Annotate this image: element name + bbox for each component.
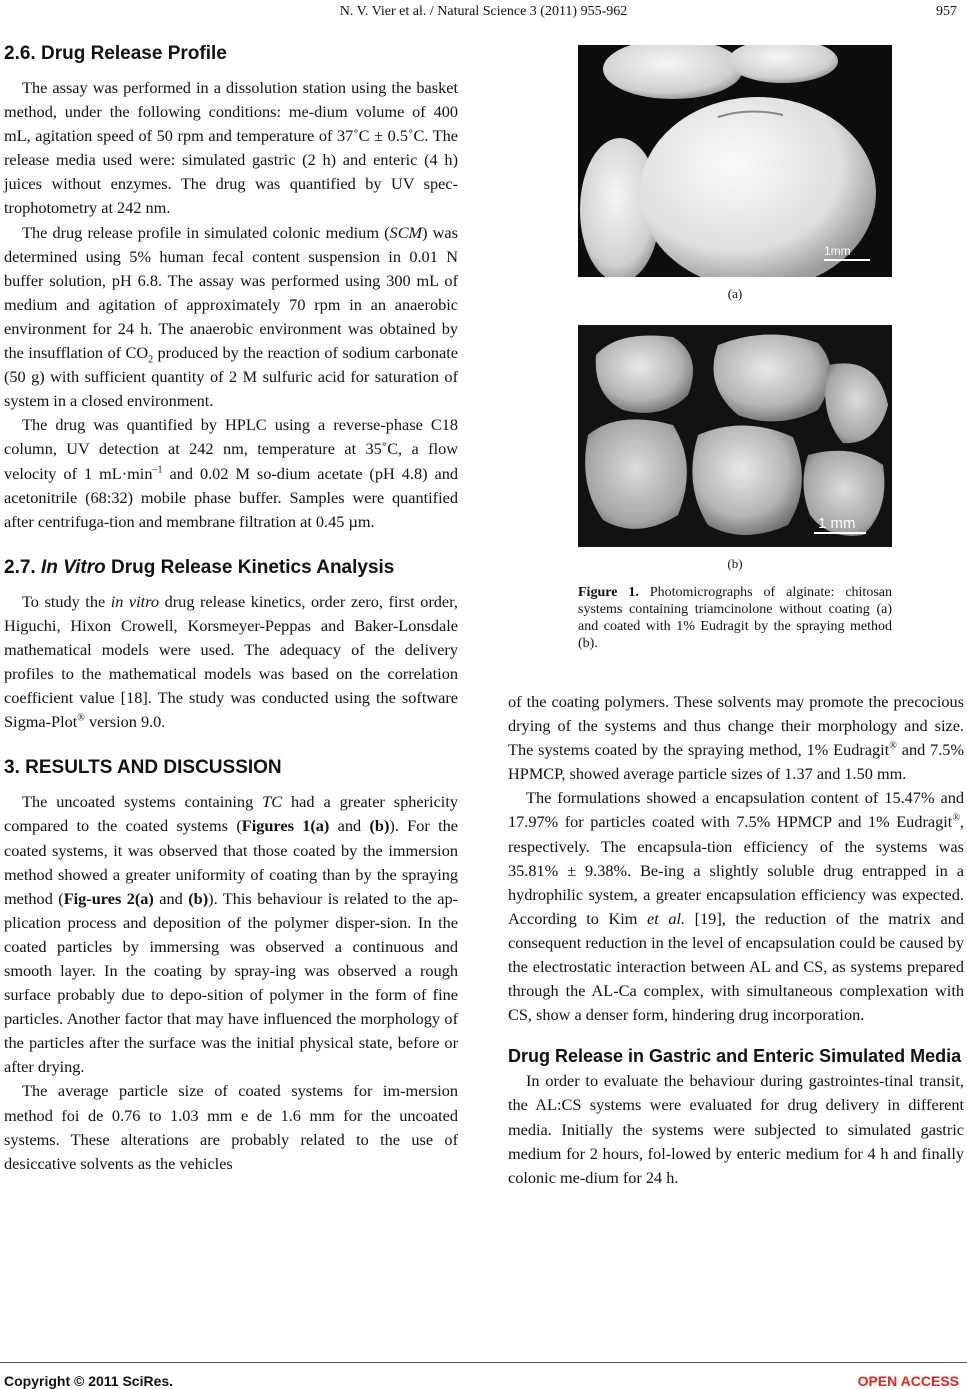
paragraph xyxy=(4,590,458,735)
photomicrograph-coated xyxy=(578,325,892,547)
text-run: The uncoated systems containing xyxy=(22,792,263,812)
text-run: produced by the reaction of sodium carbonate (50 g) with sufficient quantity of 2 M sulfuric acid for saturation of system in a closed environment. xyxy=(4,343,458,411)
page-footer xyxy=(0,1362,967,1387)
section-heading-2-7 xyxy=(4,556,458,580)
figure-reference: (b) xyxy=(188,888,209,908)
left-column xyxy=(4,38,458,1176)
subsection-heading-gastric-enteric: Drug Release in Gastric and Enteric Simulated Media xyxy=(508,1046,962,1067)
figure-reference: Fig-ures 2(a) xyxy=(63,888,154,908)
copyright: Copyright © 2011 SciRes. xyxy=(4,1373,174,1389)
photomicrograph-uncoated xyxy=(578,45,892,277)
superscript: ® xyxy=(952,813,960,825)
text-run: and 0.02 M so-dium acetate (pH 4.8) and acetonitrile (68:32) mobile phase buffer. Samples were quantified after centrifuga-tion and membrane filtration at 0.45 µm. xyxy=(4,463,459,531)
text-run: ). This behaviour is related to the ap-plication process and deposition of the polymer disper-sion. In the coated particles by immersing was observed a continuous and smooth layer. In the coating by spray-ing was observed a rough surface probably due to depo-sition of polymer in the form of fine particles. Another factor that may have influenced the morphology of the particles after the surface was the initial physical state, before or after drying. xyxy=(4,888,459,1077)
superscript: ® xyxy=(77,712,85,724)
caption-label: Figure 1. xyxy=(578,585,639,600)
text-run: and 7.5% HPMCP, showed average particle sizes of 1.37 and 1.50 mm. xyxy=(508,740,965,784)
paragraph: In order to evaluate the behaviour during gastrointes-tinal transit, the AL:CS systems were evaluated for drug delivery in different media. Initially the systems were subjected to simulated gastric medium for 2 hours, fol-lowed by enteric medium for 4 h and finally colonic me-dium for 24 h. xyxy=(508,1071,964,1187)
text-run: The drug release profile in simulated colonic medium ( xyxy=(22,222,390,242)
right-column xyxy=(508,690,964,1190)
figure-1b xyxy=(578,325,892,575)
figure-1a xyxy=(578,45,892,305)
text-run-italic: in vitro xyxy=(110,591,160,611)
text-run: ). For the coated systems, it was observed that those coated by the immersion method showed a greater uniformity of coating than by the spraying method ( xyxy=(4,816,458,908)
text-run: had a greater sphericity compared to the coated systems ( xyxy=(4,792,458,836)
text-run: version 9.0. xyxy=(84,712,166,732)
paragraph xyxy=(508,690,964,786)
text-run: To study the xyxy=(22,591,111,611)
figure-reference: (b) xyxy=(369,816,390,836)
text-run-italic: et al. xyxy=(647,908,686,928)
figure-label-a: (a) xyxy=(727,286,743,301)
scale-bar-label: 1 mm xyxy=(818,515,856,532)
subscript: 2 xyxy=(148,354,154,366)
text-run: drug release kinetics, order zero, first order, Higuchi, Hixon Crowell, Korsmeyer-Peppas and Baker-Lonsdale mathematical models were used. The adequacy of the delivery profiles to the mathematical models was based on the correlation coefficient value [18]. The study was conducted using the software Sigma-Plot xyxy=(4,591,458,732)
text-run-italic: SCM xyxy=(389,222,423,242)
running-header xyxy=(0,0,967,24)
text-run: and xyxy=(329,816,370,836)
figure-reference: Figures 1(a) xyxy=(241,816,330,836)
paragraph xyxy=(508,786,964,1027)
caption-text: Photomicrographs of alginate: chitosan systems containing triamcinolone without coating (a) and coated with 1% Eudragit by the spraying method (b). xyxy=(578,585,892,651)
open-access-label: OPEN ACCESS xyxy=(857,1373,959,1389)
paragraph xyxy=(4,790,458,1079)
paragraph xyxy=(4,221,458,414)
superscript: –1 xyxy=(152,464,163,476)
text-run: Drug Release Kinetics Analysis xyxy=(105,556,395,578)
section-heading-2-6: 2.6. Drug Release Profile xyxy=(4,43,227,64)
figure-label-b: (b) xyxy=(727,556,743,571)
paragraph: The average particle size of coated systems for im-mersion method foi de 0.76 to 1.03 mm e de 1.6 mm for the uncoated systems. These alterations are probably related to the use of desiccative solvents as the vehicles xyxy=(4,1081,458,1173)
text-run: , respectively. The encapsula-tion efficiency of the systems was 35.81% ± 9.38%. Be-ing a slightly soluble drug entrapped in a hydrophilic system, a greater encapsulation efficiency was expected. According to Kim xyxy=(508,812,964,928)
photomicrograph-b-image xyxy=(578,325,892,547)
text-run: ) was determined using 5% human fecal content suspension in 0.01 N buffer solution, pH 6.8. The assay was performed using 300 mL of medium and agitation of approximately 70 rpm in an anaerobic environment for 24 h. The anaerobic environment was obtained by the insufflation of CO xyxy=(4,222,458,363)
paragraph: The assay was performed in a dissolution station using the basket method, under the following conditions: me-dium volume of 400 mL, agitation speed of 50 rpm and temperature of 37˚C ± 0.5˚C. The release media used were: simulated gastric (2 h) and enteric (4 h) juices without enzymes. The drug was quantified by UV spec-trophotometry at 242 nm. xyxy=(4,78,458,218)
text-run: and xyxy=(153,888,189,908)
photomicrograph-a-image xyxy=(578,45,892,277)
figure-caption xyxy=(578,584,892,652)
running-head: N. V. Vier et al. / Natural Science 3 (2011) 955-962 xyxy=(339,4,628,19)
text-run: [19], the reduction of the matrix and consequent reduction in the level of encapsulation could be caused by the electrostatic interaction between AL and CS, as systems prepared through the AL-Ca complex, with simultaneous complexation with CS, show a denser form, hindering drug incorporation. xyxy=(508,908,964,1025)
page-number: 957 xyxy=(936,4,957,19)
text-run-italic: TC xyxy=(262,792,283,812)
section-heading-3: 3. RESULTS AND DISCUSSION xyxy=(4,757,282,779)
text-run: 2.7. xyxy=(4,556,41,578)
paragraph xyxy=(4,413,458,533)
superscript: ® xyxy=(889,740,897,752)
text-run: The drug was quantified by HPLC using a reverse-phase C18 column, UV detection at 242 nm, temperature at 35˚C, a flow velocity of 1 mL·min xyxy=(4,415,458,483)
text-run: The formulations showed a encapsulation content of 15.47% and 17.97% for particles coated with 7.5% HPMCP and 1% Eudragit xyxy=(508,788,964,832)
text-run: of the coating polymers. These solvents may promote the precocious drying of the systems and thus change their morphology and size. The systems coated by the spraying method, 1% Eudragit xyxy=(508,692,964,760)
scale-bar-label: 1mm xyxy=(824,244,851,258)
text-run-italic: In Vitro xyxy=(40,556,106,578)
